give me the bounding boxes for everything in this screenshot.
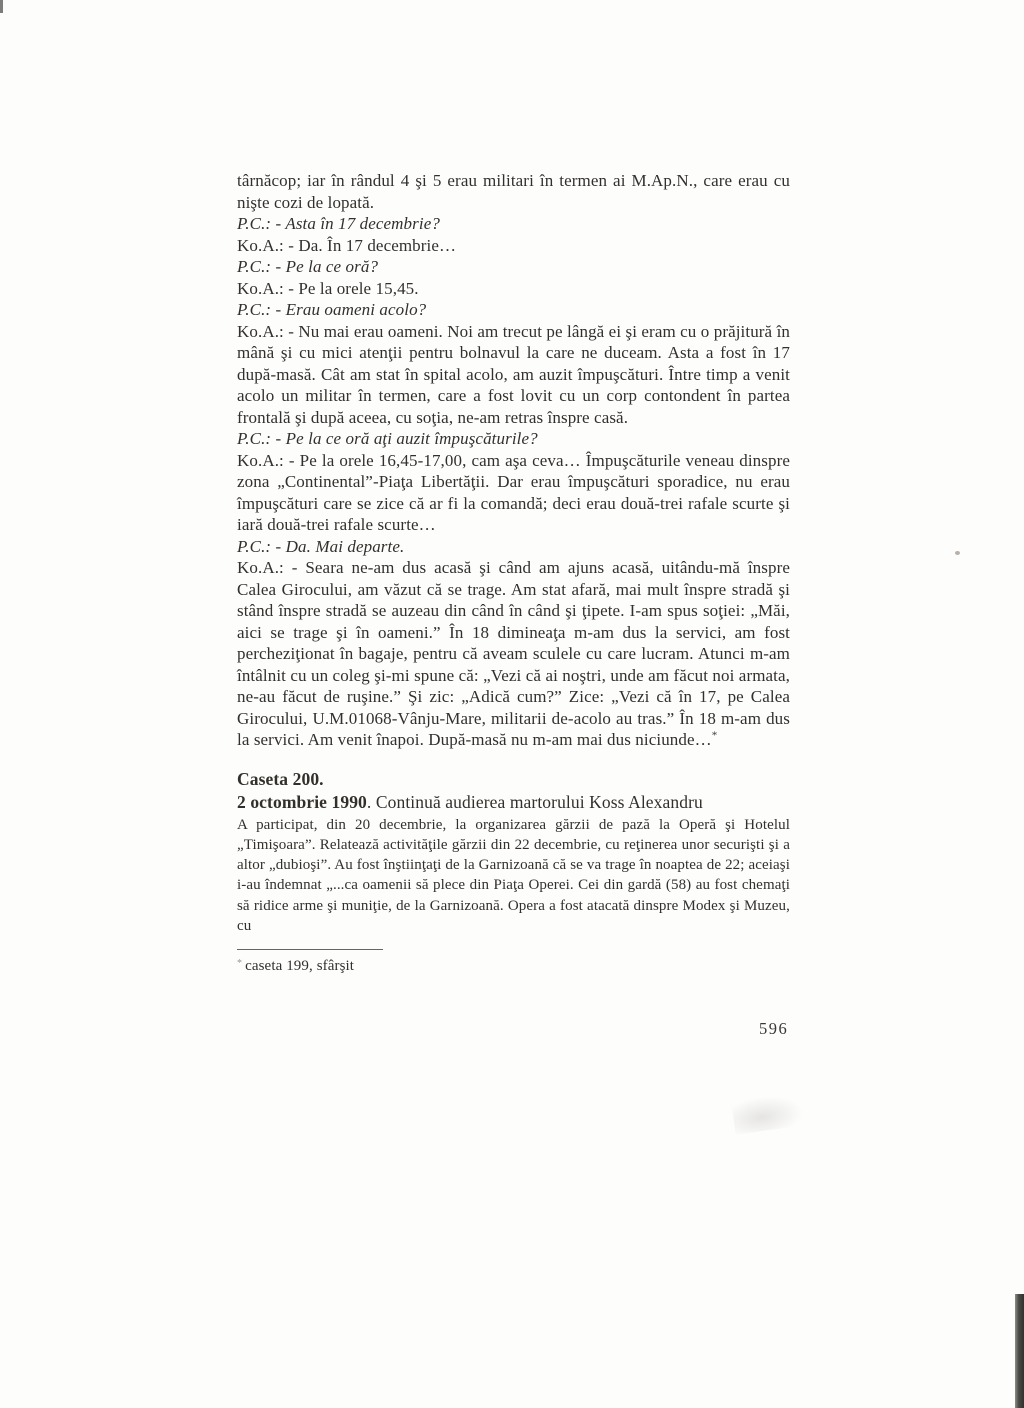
answer-paragraph (237, 557, 790, 751)
question-line: P.C.: - Pe la ce oră aţi auzit împuşcăturile? (237, 429, 538, 448)
answer-paragraph: Ko.A.: - Pe la orele 16,45-17,00, cam aşa ceva… Împuşcăturile veneau dinspre zona „Continental”-Piaţa Libertăţii. Dar erau împuşcături sporadice, nu erau împuşcături care se zice că ar fi la comandă; deci erau două-trei rafale scurte şi iară două-trei rafale scurte… (237, 450, 790, 534)
caseta-heading: Caseta 200. (237, 768, 324, 789)
footnote (237, 954, 790, 976)
footnote-text: caseta 199, sfârşit (245, 958, 355, 975)
answer-paragraph-text: Ko.A.: - Seara ne-am dus acasă şi când am ajuns acasă, uitându-mă înspre Calea Girocului, am văzut că se trage. Am stat afară, mai mult înspre stradă şi stând înspre stradă se auzeau din când în când şi ţipete. I-am spus soţiei: „Măi, aici se trage şi în oameni.” În 18 dimineaţa m-am dus la servici, am fost percheziţionat în bagaje, pentru că aveam sculele cu care lucram. Atunci m-am întâlnit cu un coleg şi-mi spune că: „Vezi că ai noştri, unde am făcut noi armata, ne-au făcut de ruşine.” Şi zic: „Adică cum?” Zice: „Vezi că în 17, pe Calea Girocului, U.M.01068-Vânju-Mare, militarii de-acolo au tras.” În 18 m-am dus la servici. Am venit înapoi. După-masă nu m-am mai dus niciunde… (237, 558, 790, 749)
session-date: 2 octombrie 1990 (237, 791, 367, 812)
session-summary: A participat, din 20 decembrie, la organizarea gărzii de pază la Operă şi Hotelul „Timişoara”. Relatează activităţile gărzii din 22 decembrie, cu reţinerea unor securişti şi a altor „dubioşi”. Au fost înştiinţaţi de la Garnizoană că se va trage în noaptea de 22; aceiaşi i-au îndemnat „...ca oamenii să plece din Piaţa Operei. Cei din gardă (58) au fost chemaţi să ridice arme şi muniţie, de la Garnizoană. Opera a fost atacată dinspre Modex şi Muzeu, cu (237, 816, 790, 934)
question-line: P.C.: - Asta în 17 decembrie? (237, 214, 440, 233)
footnote-block (237, 949, 790, 976)
scan-edge-artifact-topleft (0, 0, 3, 13)
page-text-block (237, 170, 790, 976)
answer-line: Ko.A.: - Pe la orele 15,45. (237, 278, 419, 298)
question-line: P.C.: - Da. Mai departe. (237, 536, 405, 556)
session-title: . Continuă audierea martorului Koss Alexandru (366, 791, 703, 812)
session-date-line (237, 790, 790, 814)
footnote-marker: * (237, 958, 243, 970)
answer-line: Ko.A.: - Da. În 17 decembrie… (237, 235, 457, 255)
question-line: P.C.: - Erau oameni acolo? (237, 300, 427, 319)
scan-edge-artifact-right (1015, 1294, 1024, 1408)
scan-smudge-artifact (731, 1091, 805, 1134)
scan-speck-artifact (955, 551, 960, 555)
footnote-divider (237, 949, 383, 950)
paragraph-continuation: târnăcop; iar în rândul 4 şi 5 erau militari în termen ai M.Ap.N., care erau cu nişte cozi de lopată. (237, 171, 790, 212)
footnote-reference-asterisk: * (711, 729, 718, 742)
answer-paragraph: Ko.A.: - Nu mai erau oameni. Noi am trecut pe lângă ei şi eram cu o prăjitură în mână şi cu mici atenţii pentru bolnavul la care ne duceam. Asta a fost în 17 după-masă. Cât am stat în spital acolo, am auzit împuşcături. Între timp a venit acolo un militar în termen, care a fost lovit cu un corp contondent în partea frontală şi după aceea, cu soţia, ne-am retras înspre casă. (237, 321, 790, 427)
page-number: 596 (759, 1019, 789, 1038)
question-line: P.C.: - Pe la ce oră? (237, 257, 379, 276)
